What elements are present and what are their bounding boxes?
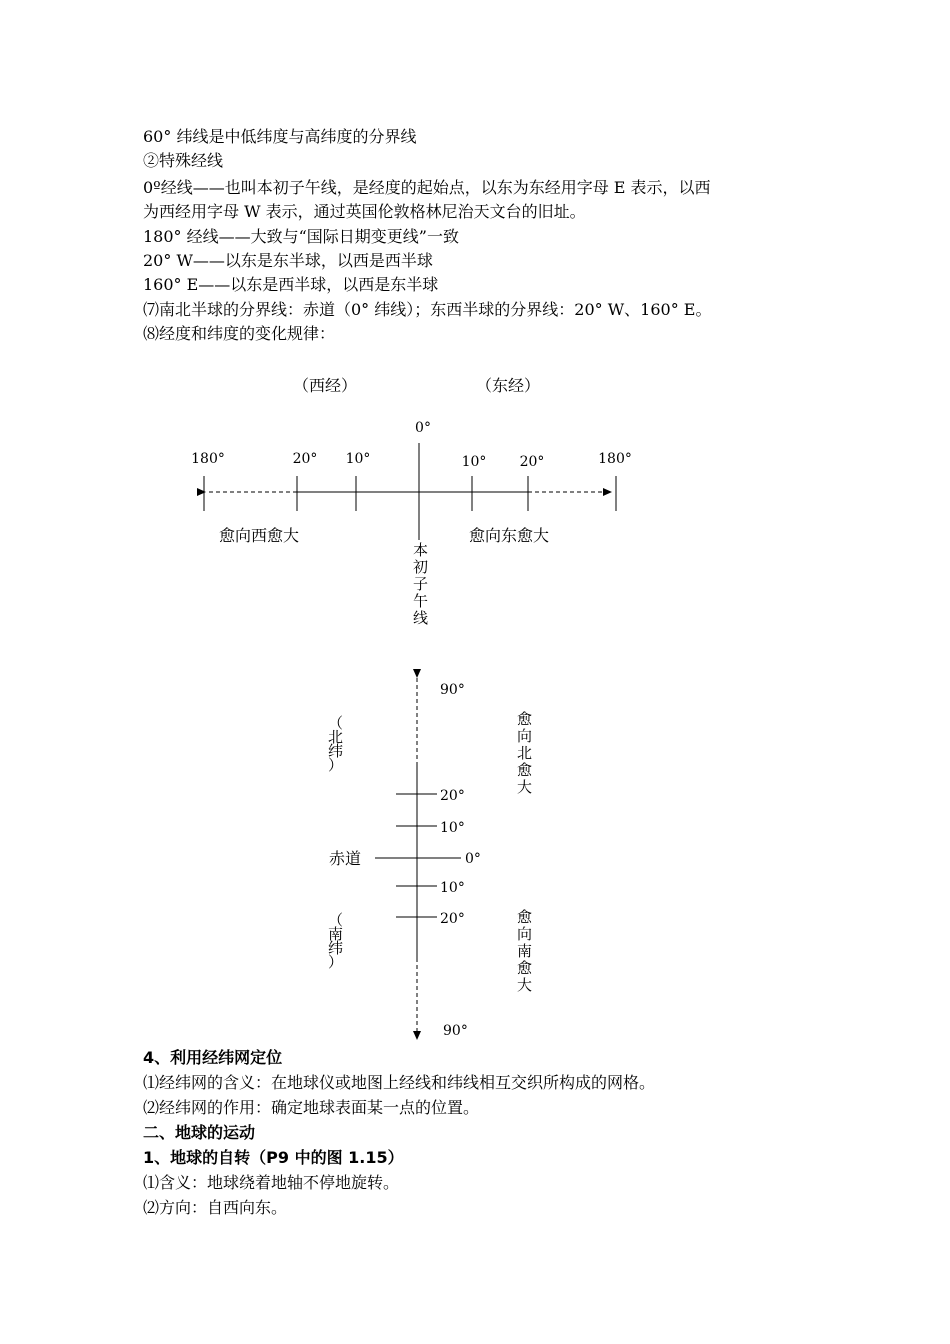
- text-line: ⑺南北半球的分界线：赤道（0° 纬线）；东西半球的分界线：20° W、160° E。: [143, 300, 712, 319]
- text-line: ⑻经度和纬度的变化规律：: [143, 324, 336, 343]
- tick-label-w180: 180°: [191, 451, 225, 467]
- text-line: ⑴经纬网的含义：在地球仪或地图上经线和纬线相互交织所构成的网格。: [143, 1073, 656, 1092]
- longitude-diagram: [191, 376, 632, 627]
- tick-label-e20: 20°: [519, 454, 545, 470]
- text-line: 20° W——以东是东半球，以西是西半球: [143, 251, 433, 270]
- tick-label-e180: 180°: [598, 451, 632, 467]
- tick-label-n20: 20°: [440, 788, 465, 804]
- text-line: 0º经线——也叫本初子午线，是经度的起始点，以东为东经用字母 E 表示，以西: [143, 178, 711, 197]
- west-caption: 愈向西愈大: [218, 526, 300, 545]
- tick-label-s10: 10°: [440, 880, 465, 896]
- tick-label-s20: 20°: [440, 911, 465, 927]
- text-line: ⑵方向：自西向东。: [143, 1198, 288, 1217]
- east-longitude-header: （东经）: [475, 376, 541, 395]
- west-longitude-header: （西经）: [292, 376, 358, 395]
- south-caption: 愈向南愈大: [517, 908, 533, 994]
- prime-meridian-label: 本初子午线: [413, 541, 429, 627]
- section4-heading: 4、利用经纬网定位: [143, 1048, 283, 1067]
- south-latitude-label: （南纬）: [328, 911, 344, 971]
- north-caption: 愈向北愈大: [517, 710, 533, 796]
- text-line: 60° 纬线是中低纬度与高纬度的分界线: [143, 127, 417, 146]
- north-90-label: 90°: [440, 682, 465, 698]
- tick-label-w10: 10°: [345, 451, 371, 467]
- text-line: ⑵经纬网的作用：确定地球表面某一点的位置。: [143, 1098, 480, 1117]
- text-line: ⑴含义：地球绕着地轴不停地旋转。: [143, 1173, 400, 1192]
- text-line: 为西经用字母 W 表示，通过英国伦敦格林尼治天文台的旧址。: [143, 202, 586, 221]
- section-two-subheading: 1、地球的自转（P9 中的图 1.15）: [143, 1148, 404, 1167]
- zero-longitude-label: 0°: [415, 420, 431, 436]
- tick-label-e10: 10°: [461, 454, 487, 470]
- equator-label: 赤道: [328, 849, 362, 868]
- east-caption: 愈向东愈大: [468, 526, 550, 545]
- text-line: ②特殊经线: [143, 151, 224, 170]
- south-90-label: 90°: [443, 1023, 468, 1039]
- tick-label-n10: 10°: [440, 820, 465, 836]
- tick-label-w20: 20°: [292, 451, 318, 467]
- north-latitude-label: （北纬）: [328, 714, 344, 774]
- section-two-heading: 二、地球的运动: [143, 1123, 256, 1142]
- latitude-diagram: [328, 678, 532, 1040]
- text-line: 160° E——以东是西半球，以西是东半球: [143, 275, 439, 294]
- zero-latitude-label: 0°: [465, 851, 481, 867]
- text-line: 180° 经线——大致与“国际日期变更线”一致: [143, 227, 459, 246]
